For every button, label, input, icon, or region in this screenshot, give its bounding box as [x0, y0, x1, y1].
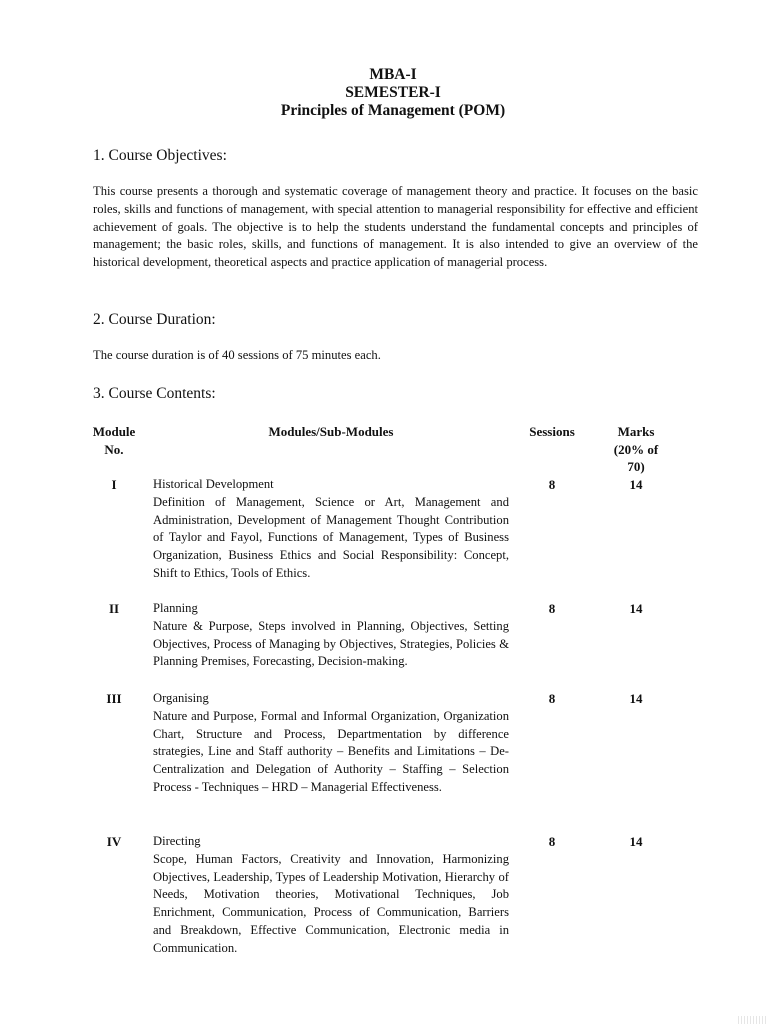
duration-text: The course duration is of 40 sessions of 75 minutes each. — [93, 348, 381, 362]
objectives-paragraph — [93, 183, 698, 272]
module-sessions: 8 — [548, 477, 556, 492]
module-sessions: 8 — [548, 834, 556, 849]
module-marks: 14 — [629, 601, 643, 616]
module-sessions: 8 — [548, 601, 556, 616]
module-number: IV — [106, 834, 122, 849]
page-corner-texture — [738, 1016, 768, 1024]
module-description — [153, 476, 509, 583]
module-marks: 14 — [629, 834, 643, 849]
module-title: Directing — [153, 834, 201, 848]
module-number: I — [111, 477, 117, 492]
objectives-text: This course presents a thorough and systematic coverage of management theory and practice. It focuses on the basic roles, skills and functions of management, with special attention to managerial responsibility for effective and efficient achievement of goals. The objective is to help the students understand the fundamental concepts and principles of management; the basic roles, skills, and functions of management. It is also intended to give an overview of the historical development, theoretical aspects and practice application of managerial process. — [93, 184, 698, 270]
module-marks: 14 — [629, 477, 643, 492]
col-header-module-no: Module No. — [92, 424, 136, 457]
module-title: Historical Development — [153, 477, 274, 491]
col-header-marks: Marks (20% of 70) — [613, 424, 659, 475]
module-description — [153, 600, 509, 671]
semester-title: SEMESTER-I — [345, 84, 441, 101]
module-title: Planning — [153, 601, 198, 615]
contents-heading: 3. Course Contents: — [93, 385, 216, 402]
program-title: MBA-I — [369, 66, 417, 83]
col-header-sessions: Sessions — [529, 424, 575, 439]
module-detail: Nature and Purpose, Formal and Informal Organization, Organization Chart, Structure and Process, Departmentation by difference strategies, Line and Staff authority – Benefits and Limitations – De-Centralization and Delegation of Authority – Staffing – Selection Process - Techniques – HRD – Managerial Effectiveness. — [153, 708, 509, 794]
duration-heading: 2. Course Duration: — [93, 311, 216, 328]
module-detail: Definition of Management, Science or Art, Management and Administration, Development of Management Thought Contribution of Taylor and Fayol, Functions of Management, Types of Business Organization, Business Ethics and Social Responsibility: Concept, Shift to Ethics, Tools of Ethics. — [153, 494, 509, 580]
document-title-block — [0, 66, 768, 120]
module-number: II — [108, 601, 120, 616]
objectives-heading: 1. Course Objectives: — [93, 147, 227, 164]
module-title: Organising — [153, 691, 209, 705]
module-description — [153, 690, 509, 797]
module-detail: Scope, Human Factors, Creativity and Innovation, Harmonizing Objectives, Leadership, Types of Leadership Motivation, Hierarchy of Needs, Motivation theories, Motivational Techniques, Job Enrichment, Communication, Process of Communication, Barriers and Breakdown, Effective Communication, Electronic media in Communication. — [153, 851, 509, 955]
module-description — [153, 833, 509, 958]
course-title: Principles of Management (POM) — [280, 102, 506, 119]
module-detail: Nature & Purpose, Steps involved in Planning, Objectives, Setting Objectives, Process of Managing by Objectives, Strategies, Policies & Planning Premises, Forecasting, Decision-making. — [153, 618, 509, 669]
module-number: III — [106, 691, 122, 706]
module-marks: 14 — [629, 691, 643, 706]
col-header-modules: Modules/Sub-Modules — [268, 424, 394, 439]
module-sessions: 8 — [548, 691, 556, 706]
